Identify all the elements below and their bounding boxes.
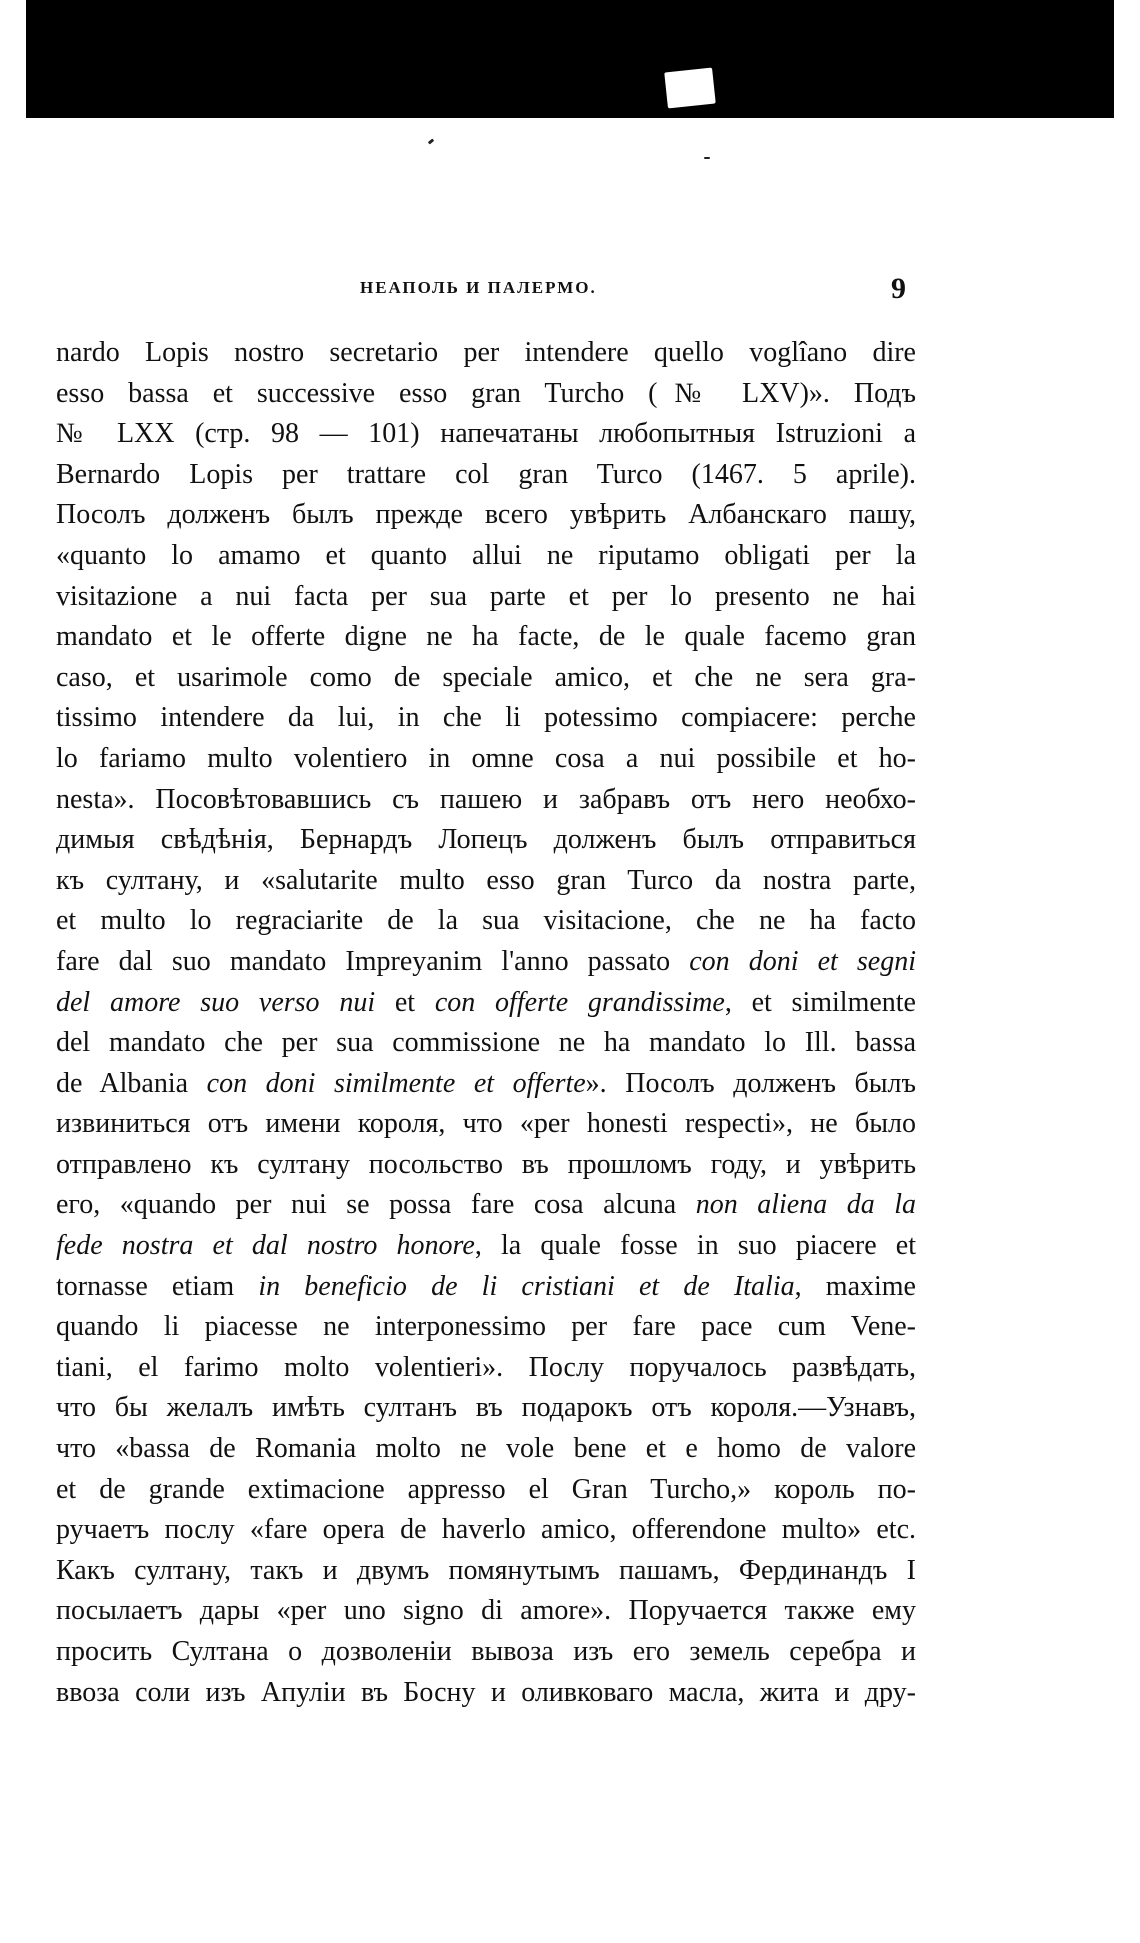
text-line — [56, 1185, 916, 1226]
text-line — [56, 942, 916, 983]
text-line — [56, 1267, 916, 1308]
text-run: Посолъ долженъ былъ прежде всего увѣрить Албанскаго пашу, — [56, 499, 916, 531]
text-line — [56, 577, 916, 618]
text-line — [56, 698, 916, 739]
text-run: просить Султана о дозволеніи вывоза изъ его земель серебра и — [56, 1636, 916, 1667]
text-line — [56, 495, 916, 536]
text-run: , la quale fosse in suo piacere et — [474, 1230, 916, 1262]
text-run: lo fariamo multo volentiero in omne cosa a nui possibile et ho- — [56, 742, 916, 774]
text-run: ». Посолъ долженъ былъ — [585, 1067, 916, 1099]
text-run: nardo Lopis nostro secretario per intendere quello voglîano dire — [56, 337, 916, 368]
text-run: «quanto lo amamo et quanto allui ne riputamo obligati per la — [56, 539, 916, 571]
text-line — [56, 1388, 916, 1429]
text-run: Bernardo Lopis per trattare col gran Turco (1467. 5 aprile). — [56, 458, 916, 490]
italic-text-run: non aliena da la — [695, 1189, 916, 1221]
text-run: et de grande extimacione appresso el Gran Turcho,» король по- — [56, 1473, 916, 1505]
text-line — [56, 1551, 916, 1592]
text-line — [56, 1104, 916, 1145]
italic-text-run: con doni et segni — [689, 945, 916, 977]
text-line — [56, 1510, 916, 1551]
text-run: del mandato che per sua commissione ne ha mandato lo Ill. bassa — [56, 1027, 916, 1059]
text-run: отправлено къ султану посольство въ прошломъ году, и увѣрить — [56, 1148, 916, 1180]
scan-artifact — [664, 68, 716, 109]
text-run: tiani, el farimo molto volentieri». Послу поручалось развѣдать, — [56, 1351, 916, 1383]
text-line — [56, 1591, 916, 1632]
text-line — [56, 983, 916, 1024]
italic-text-run: in beneficio de li cristiani et de Italia — [258, 1270, 795, 1302]
text-line — [56, 1632, 916, 1673]
text-run: его, «quando per nui se possa fare cosa alcuna — [56, 1189, 696, 1221]
italic-text-run: del amore suo verso nui — [56, 986, 376, 1018]
text-run: nesta». Посовѣтовавшись съ пашею и забравъ отъ него необхо- — [56, 783, 916, 815]
text-line — [56, 820, 916, 861]
text-run: Какъ султану, такъ и двумъ помянутымъ пашамъ, Фердинандъ I — [56, 1554, 916, 1586]
text-line — [56, 1064, 916, 1105]
text-line — [56, 658, 916, 699]
text-run: mandato et le offerte digne ne ha facte, de le quale facemo gran — [56, 621, 916, 653]
text-run: de Albania — [56, 1067, 207, 1099]
text-line — [56, 1145, 916, 1186]
scan-dark-border — [26, 0, 1114, 118]
text-run: къ султану, и «salutarite multo esso gran Turco da nostra parte, — [56, 864, 916, 896]
text-line — [56, 1429, 916, 1470]
text-run: посылаетъ дары «per uno signo di amore». Поручается также ему — [56, 1595, 916, 1627]
italic-text-run: con offerte grandissime — [434, 986, 725, 1018]
body-text — [56, 333, 916, 1713]
text-run: et — [375, 986, 435, 1018]
text-run: , et similmente — [724, 986, 916, 1018]
text-line — [56, 1673, 916, 1714]
text-line — [56, 780, 916, 821]
text-line — [56, 617, 916, 658]
text-line — [56, 333, 916, 374]
italic-text-run: fede nostra et dal nostro honore — [56, 1230, 475, 1262]
text-line — [56, 414, 916, 455]
italic-text-run: con doni similmente et offerte — [206, 1067, 586, 1099]
text-line — [56, 455, 916, 496]
text-run: димыя свѣдѣнія, Бернардъ Лопецъ долженъ былъ отправиться — [56, 824, 916, 856]
text-line — [56, 1226, 916, 1267]
text-line — [56, 861, 916, 902]
text-run: что «bassa de Romania molto ne vole bene et e homo de valore — [56, 1433, 916, 1465]
text-run: et multo lo regraciarite de la sua visitacione, che ne ha facto — [56, 905, 916, 937]
text-line — [56, 1470, 916, 1511]
text-run: извиниться отъ имени короля, что «per honesti respecti», не было — [56, 1108, 916, 1140]
text-line — [56, 901, 916, 942]
text-run: ручаетъ послу «fare opera de haverlo amico, offerendone multo» etc. — [56, 1514, 916, 1546]
text-run: что бы желалъ имѣть султанъ въ подарокъ отъ короля.—Узнавъ, — [56, 1392, 916, 1424]
text-line — [56, 1307, 916, 1348]
text-run: fare dal suo mandato Impreyanim l'anno passato — [56, 945, 690, 977]
text-run: № LXX (стр. 98 — 101) напечатаны любопытныя Istruzioni a — [56, 418, 916, 450]
text-line — [56, 739, 916, 780]
running-title: НЕАПОЛЬ И ПАЛЕРМО. — [360, 278, 597, 297]
text-run: caso, et usarimole como de speciale amico, et che ne sera gra- — [56, 661, 916, 693]
text-run: tissimo intendere da lui, in che li potessimo compiacere: perche — [56, 702, 916, 734]
text-line — [56, 536, 916, 577]
text-run: tornasse etiam — [56, 1270, 259, 1302]
page-number: 9 — [891, 272, 906, 305]
text-run: ввоза соли изъ Апуліи въ Босну и оливковаго масла, жита и дру- — [56, 1676, 916, 1708]
text-line — [56, 1023, 916, 1064]
scan-speck — [704, 157, 710, 159]
text-line — [56, 1348, 916, 1389]
running-head — [0, 272, 1140, 312]
text-line — [56, 374, 916, 415]
text-run: esso bassa et successive esso gran Turcho (№ LXV)». Подъ — [56, 377, 916, 409]
text-run: visitazione a nui facta per sua parte et per lo presento ne hai — [56, 580, 916, 612]
text-run: , maxime — [794, 1270, 916, 1302]
scan-speck — [428, 138, 435, 144]
text-run: quando li piacesse ne interponessimo per fare pace cum Vene- — [56, 1311, 916, 1343]
